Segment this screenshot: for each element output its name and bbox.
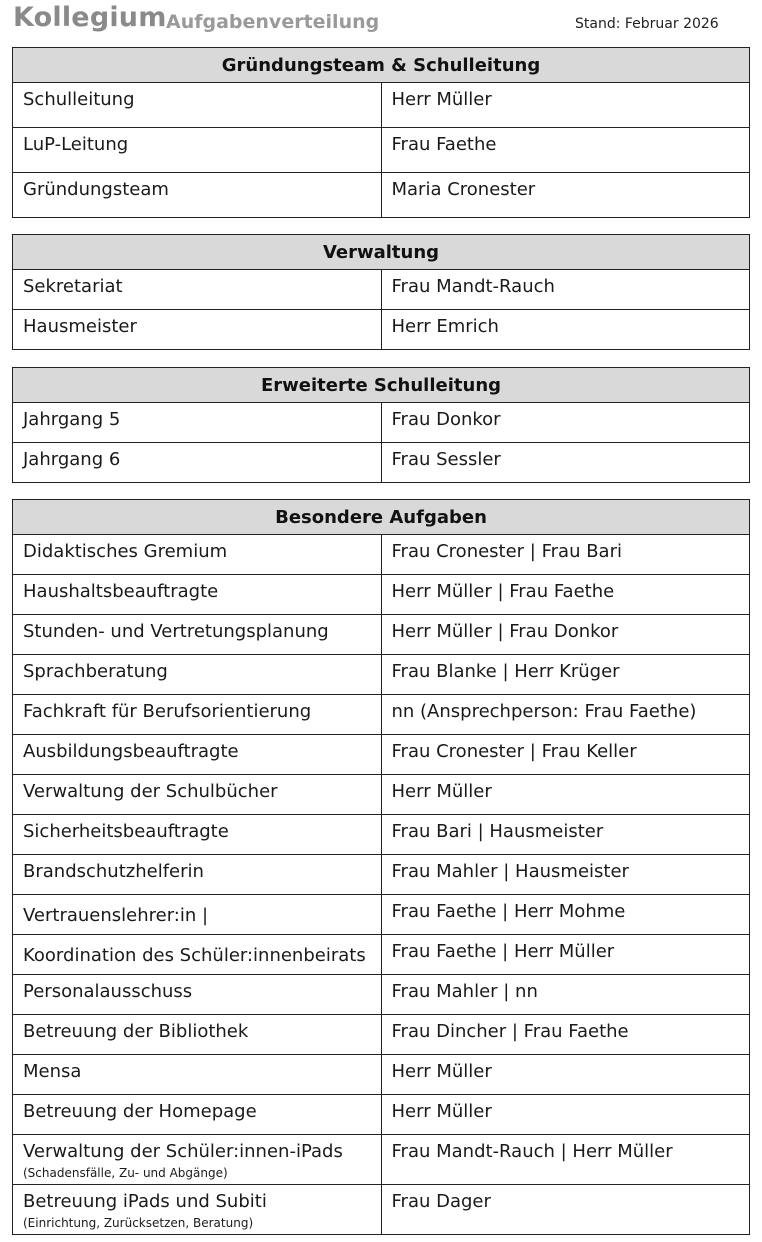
task-cell: Sekretariat	[13, 270, 382, 310]
task-cell: Sprachberatung	[13, 655, 382, 695]
stand-date: Stand: Februar 2026	[575, 16, 719, 32]
table-row	[13, 535, 750, 575]
task-cell: Betreuung der Bibliothek	[13, 1015, 382, 1055]
task-cell: Sicherheitsbeauftragte	[13, 815, 382, 855]
task-cell: Betreuung der Homepage	[13, 1095, 382, 1135]
task-cell	[13, 1135, 382, 1185]
task-cell: Brandschutzhelferin	[13, 855, 382, 895]
table-row	[13, 855, 750, 895]
person-cell: Frau Mandt-Rauch | Herr Müller	[381, 1135, 750, 1185]
table-row	[13, 695, 750, 735]
task-cell: Mensa	[13, 1055, 382, 1095]
task-cell: LuP-Leitung	[13, 128, 382, 173]
person-cell: Herr Emrich	[381, 310, 750, 350]
table-row	[13, 310, 750, 350]
task-cell: Vertrauenslehrer:in |	[13, 895, 382, 935]
task-label: Verwaltung der Schüler:innen-iPads	[23, 1141, 343, 1162]
person-cell: Frau Mandt-Rauch	[381, 270, 750, 310]
task-cell: Fachkraft für Berufsorientierung	[13, 695, 382, 735]
person-cell: Frau Blanke | Herr Krüger	[381, 655, 750, 695]
task-cell: Didaktisches Gremium	[13, 535, 382, 575]
table-row	[13, 895, 750, 935]
person-cell: Frau Dincher | Frau Faethe	[381, 1015, 750, 1055]
table-row	[13, 975, 750, 1015]
person-cell: Frau Faethe | Herr Müller	[381, 935, 750, 975]
person-cell: Frau Dager	[381, 1185, 750, 1235]
table-row	[13, 575, 750, 615]
task-cell: Gründungsteam	[13, 173, 382, 218]
table-row	[13, 128, 750, 173]
section-title: Gründungsteam & Schulleitung	[13, 48, 750, 83]
table-row	[13, 815, 750, 855]
table-row	[13, 1185, 750, 1235]
table-row	[13, 615, 750, 655]
table-row	[13, 935, 750, 975]
task-cell: Schulleitung	[13, 83, 382, 128]
page-header	[13, 2, 750, 42]
section-title: Besondere Aufgaben	[13, 500, 750, 535]
person-cell: Herr Müller	[381, 83, 750, 128]
person-cell: Maria Cronester	[381, 173, 750, 218]
table-row	[13, 1055, 750, 1095]
table-row	[13, 735, 750, 775]
page-subtitle: Aufgabenverteilung	[166, 11, 380, 33]
person-cell: Herr Müller	[381, 1095, 750, 1135]
page-title: Kollegium	[13, 2, 167, 33]
task-label: Betreuung iPads und Subiti	[23, 1191, 267, 1212]
table-row	[13, 655, 750, 695]
table-row	[13, 443, 750, 483]
task-cell: Jahrgang 5	[13, 403, 382, 443]
section-gruendungsteam	[12, 47, 750, 218]
section-besondere-aufgaben	[12, 499, 750, 1235]
person-cell: Frau Sessler	[381, 443, 750, 483]
person-cell: Frau Mahler | nn	[381, 975, 750, 1015]
task-note: (Schadensfälle, Zu- und Abgänge)	[23, 1166, 228, 1180]
person-cell: Frau Donkor	[381, 403, 750, 443]
task-cell: Haushaltsbeauftragte	[13, 575, 382, 615]
person-cell: Frau Faethe	[381, 128, 750, 173]
table-row	[13, 1015, 750, 1055]
person-cell: Frau Faethe | Herr Mohme	[381, 895, 750, 935]
person-cell: Herr Müller	[381, 775, 750, 815]
task-cell: Personalausschuss	[13, 975, 382, 1015]
task-note: (Einrichtung, Zurücksetzen, Beratung)	[23, 1216, 254, 1230]
task-cell: Ausbildungsbeauftragte	[13, 735, 382, 775]
section-title: Verwaltung	[13, 235, 750, 270]
person-cell: Herr Müller | Frau Faethe	[381, 575, 750, 615]
task-cell: Verwaltung der Schulbücher	[13, 775, 382, 815]
task-cell: Jahrgang 6	[13, 443, 382, 483]
task-cell: Stunden- und Vertretungsplanung	[13, 615, 382, 655]
table-row	[13, 173, 750, 218]
section-erweiterte-schulleitung	[12, 367, 750, 483]
person-cell: Frau Cronester | Frau Keller	[381, 735, 750, 775]
table-row	[13, 83, 750, 128]
person-cell: nn (Ansprechperson: Frau Faethe)	[381, 695, 750, 735]
person-cell: Herr Müller | Frau Donkor	[381, 615, 750, 655]
task-cell: Hausmeister	[13, 310, 382, 350]
person-cell: Frau Bari | Hausmeister	[381, 815, 750, 855]
person-cell: Herr Müller	[381, 1055, 750, 1095]
task-cell: Koordination des Schüler:innenbeirats	[13, 935, 382, 975]
table-row	[13, 1135, 750, 1185]
task-cell	[13, 1185, 382, 1235]
table-row	[13, 1095, 750, 1135]
section-verwaltung	[12, 234, 750, 350]
person-cell: Frau Cronester | Frau Bari	[381, 535, 750, 575]
table-row	[13, 270, 750, 310]
section-title: Erweiterte Schulleitung	[13, 368, 750, 403]
person-cell: Frau Mahler | Hausmeister	[381, 855, 750, 895]
table-row	[13, 775, 750, 815]
table-row	[13, 403, 750, 443]
